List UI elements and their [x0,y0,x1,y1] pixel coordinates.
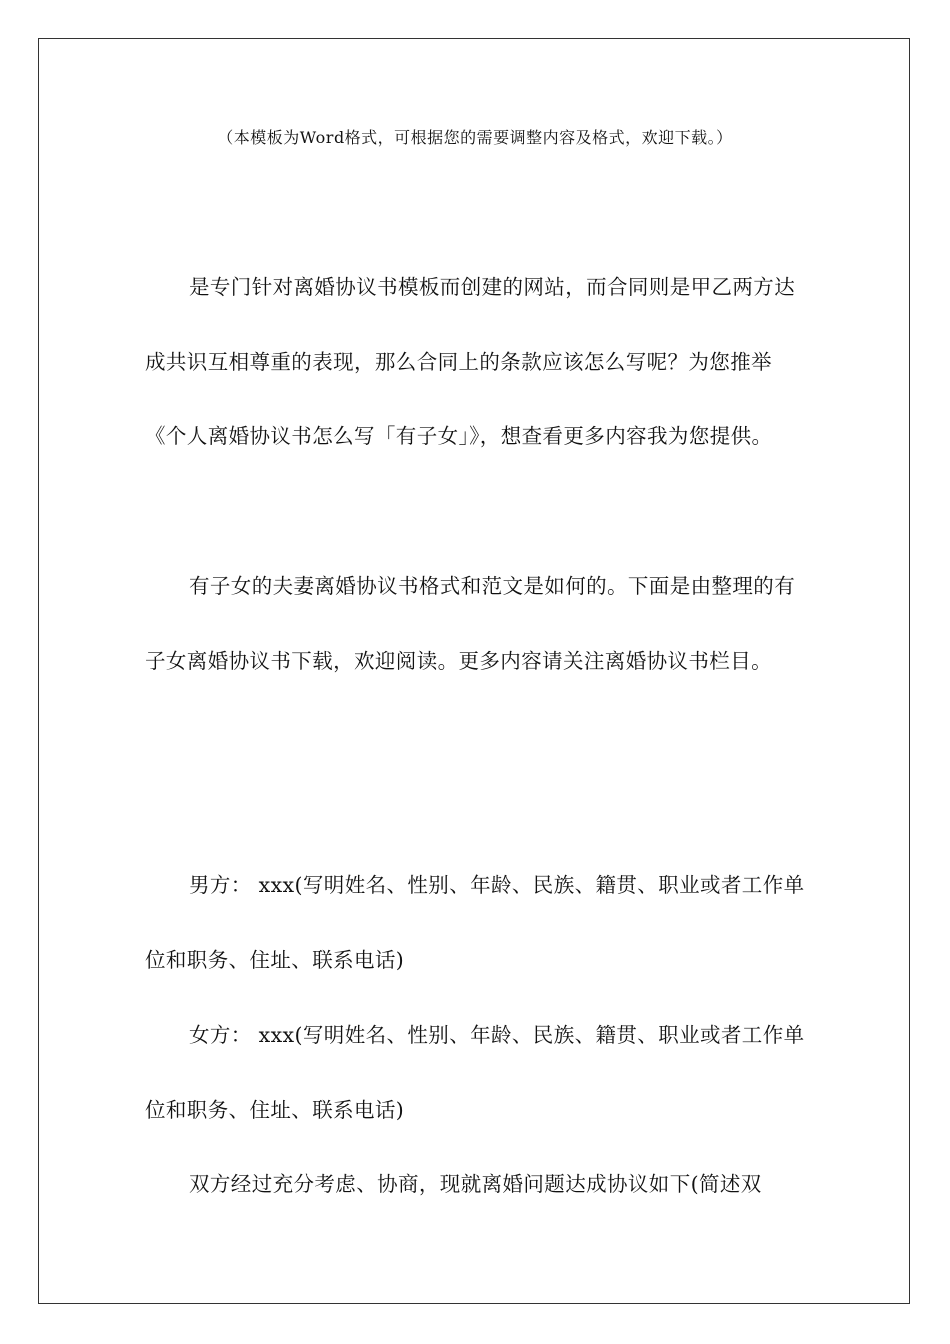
male-party-paragraph: 男方： xxx(写明姓名、性别、年龄、民族、籍贯、职业或者工作单位和职务、住址、联系电话) [145,873,805,972]
template-note: （本模板为Word格式，可根据您的需要调整内容及格式，欢迎下载。） [217,128,733,147]
intro-paragraph: 是专门针对离婚协议书模板而创建的网站，而合同则是甲乙两方达成共识互相尊重的表现，那么合同上的条款应该怎么写呢？为您推举《个人离婚协议书怎么写「有子女」》，想查看更多内容我为您提供。 [145,275,796,448]
female-party-paragraph: 女方： xxx(写明姓名、性别、年龄、民族、籍贯、职业或者工作单位和职务、住址、联系电话) [145,1023,805,1122]
agreement-paragraph: 双方经过充分考虑、协商，现就离婚问题达成协议如下(简述双 [189,1172,762,1196]
description-paragraph: 有子女的夫妻离婚协议书格式和范文是如何的。下面是由整理的有子女离婚协议书下载，欢迎阅读。更多内容请关注离婚协议书栏目。 [145,574,796,673]
